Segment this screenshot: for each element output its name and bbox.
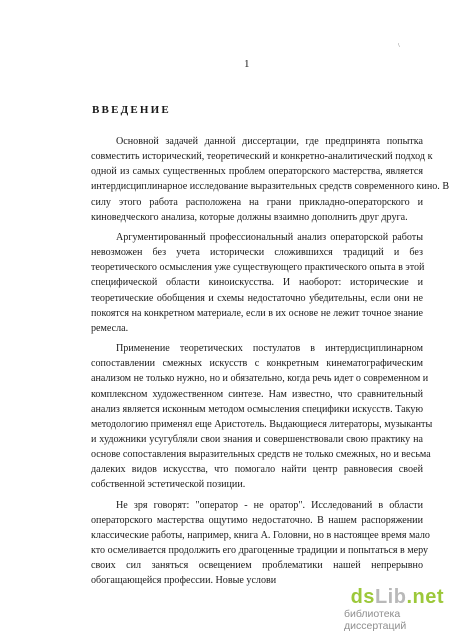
- text-line: обогащающейся профессии. Новые услови: [91, 575, 277, 587]
- logo-wordmark: [351, 586, 444, 608]
- text-line: Основной задачей данной диссертации, где предпринята попытка: [116, 136, 423, 147]
- dslib-watermark-logo: [344, 586, 448, 632]
- text-line: основе сопоставления выразительных средств не только смежных, но и весьма: [91, 449, 431, 461]
- text-line: ремесла.: [91, 322, 129, 334]
- text-line: сопоставлении смежных искусств с конкретным кинематографическим: [91, 358, 423, 370]
- text-line: силу этого работа расположена на грани прикладно-операторского и: [91, 196, 423, 208]
- logo-net: net: [412, 586, 444, 608]
- paragraph: [91, 498, 430, 589]
- text-line: классические работы, например, книга А. Головни, но в настоящее время мало: [91, 529, 430, 541]
- corner-mark: \: [398, 43, 400, 49]
- text-line: собственной эстетической позиции.: [91, 479, 246, 491]
- text-line: теоретического осмысления уже существующего практического опыта в этой: [91, 262, 425, 274]
- text-line: Не зря говорят: "оператор - не оратор". Исследований в области: [116, 499, 423, 511]
- text-line: анализом не только нужно, но и обязательно, когда речь идет о современном и: [91, 373, 429, 385]
- page-number: 1: [244, 58, 250, 70]
- text-line: невозможен без учета исторически сложившихся традиций и без: [91, 247, 423, 259]
- text-line: анализ является исконным методом осмысления специфики искусств. Такую: [91, 403, 423, 415]
- text-line: киноведческого анализа, которые должны взаимно дополнить друг друга.: [91, 211, 408, 223]
- text-line: Применение теоретических постулатов в интердисциплинарном: [116, 343, 423, 355]
- text-line: комплексном художественном синтезе. Нам известно, что сравнительный: [91, 388, 423, 400]
- section-heading: ВВЕДЕНИЕ: [92, 104, 171, 116]
- paragraph: [91, 134, 450, 225]
- paragraph: [91, 230, 423, 336]
- logo-dot: .: [406, 586, 413, 608]
- text-line: и художники усугубляли свои знания и совершенствовали свою практику на: [91, 433, 423, 445]
- text-line: специфической области киноискусства. И наоборот: исторические и: [91, 277, 423, 289]
- paragraph: [91, 341, 433, 493]
- text-line: Аргументированный профессиональный анализ операторской работы: [116, 231, 423, 243]
- text-line: далеких видов искусства, что помогало найти центр равновесия своей: [91, 464, 423, 476]
- text-line: совместить исторический, теоретический и конкретно-аналитический подход к: [91, 151, 433, 163]
- text-line: теоретические обобщения и схемы недостаточно убедительны, если они не: [91, 292, 423, 304]
- text-line: интердисциплинарное исследование выразительных средств современного кино. В: [91, 181, 450, 193]
- logo-lib: Lib: [374, 586, 407, 608]
- logo-ds: ds: [350, 586, 375, 608]
- text-line: своих сил заняться освещением проблематики нашей непрерывно: [91, 560, 423, 572]
- logo-subtitle: библиотека диссертаций: [344, 608, 407, 632]
- text-line: одной из самых существенных проблем операторского мастерства, является: [91, 166, 423, 178]
- text-line: кто осмеливается продолжить его драгоценные традиции и попытаться в меру: [91, 545, 429, 557]
- text-line: методологию применял еще Аристотель. Выдающиеся литераторы, музыканты: [91, 418, 433, 430]
- body-text: [91, 134, 450, 594]
- text-line: операторского мастерства ощутимо недостаточно. В нашем распоряжении: [91, 514, 423, 526]
- text-line: покоятся на конкретном материале, если в их основе не лежит точное знание: [91, 307, 423, 319]
